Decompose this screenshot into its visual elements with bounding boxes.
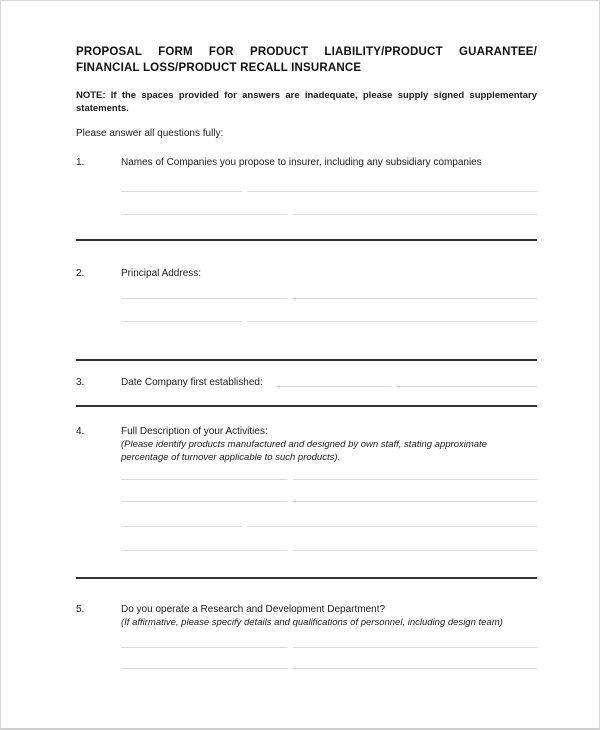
question-5 xyxy=(76,603,537,669)
intro-text: Please answer all questions fully: xyxy=(76,128,224,139)
question-text xyxy=(121,425,537,464)
question-4 xyxy=(76,425,537,551)
question-number: 3. xyxy=(76,377,85,388)
question-text-main: Full Description of your Activities: xyxy=(121,426,268,437)
question-2 xyxy=(76,267,537,322)
question-number: 1. xyxy=(76,157,85,168)
form-title-line-2: FINANCIAL LOSS/PRODUCT RECALL INSURANCE xyxy=(76,62,362,74)
answer-line[interactable] xyxy=(121,298,537,299)
answer-line[interactable] xyxy=(121,550,537,551)
question-number: 5. xyxy=(76,604,85,615)
question-number: 4. xyxy=(76,426,85,437)
question-instruction-line-2: percentage of turnover applicable to such products). xyxy=(121,452,341,463)
note-paragraph xyxy=(76,89,537,115)
answer-line[interactable] xyxy=(121,321,537,322)
section-divider xyxy=(76,359,537,361)
question-text: Names of Companies you propose to insurer, including any subsidiary companies xyxy=(121,157,482,168)
answer-line[interactable] xyxy=(121,479,537,480)
note-line-2: statements. xyxy=(76,103,129,114)
question-text-main: Do you operate a Research and Development Department? xyxy=(121,604,386,615)
answer-line[interactable] xyxy=(121,526,537,527)
question-instruction: (If affirmative, please specify details and qualifications of personnel, including design team) xyxy=(121,617,503,628)
section-divider xyxy=(76,239,537,241)
note-line-1: NOTE: If the spaces provided for answers are inadequate, please supply signed supplementary xyxy=(76,90,537,101)
answer-line[interactable] xyxy=(277,376,537,387)
answer-line[interactable] xyxy=(121,214,537,215)
question-text xyxy=(121,603,537,629)
section-divider xyxy=(76,405,537,407)
question-text: Principal Address: xyxy=(121,268,202,279)
form-title-line-1: PROPOSAL FORM FOR PRODUCT LIABILITY/PRODUCT GUARANTEE/ xyxy=(76,46,537,58)
answer-line[interactable] xyxy=(121,668,537,669)
answer-line[interactable] xyxy=(121,191,537,192)
question-instruction-line-1: (Please identify products manufactured and designed by own staff, stating approximate xyxy=(121,439,487,450)
question-text: Date Company first established: xyxy=(121,377,263,388)
answer-line[interactable] xyxy=(121,501,537,502)
question-number: 2. xyxy=(76,268,85,279)
question-1 xyxy=(76,156,537,215)
form-title xyxy=(76,44,537,76)
section-divider xyxy=(76,577,537,579)
answer-line[interactable] xyxy=(121,647,537,648)
question-3 xyxy=(76,376,537,389)
